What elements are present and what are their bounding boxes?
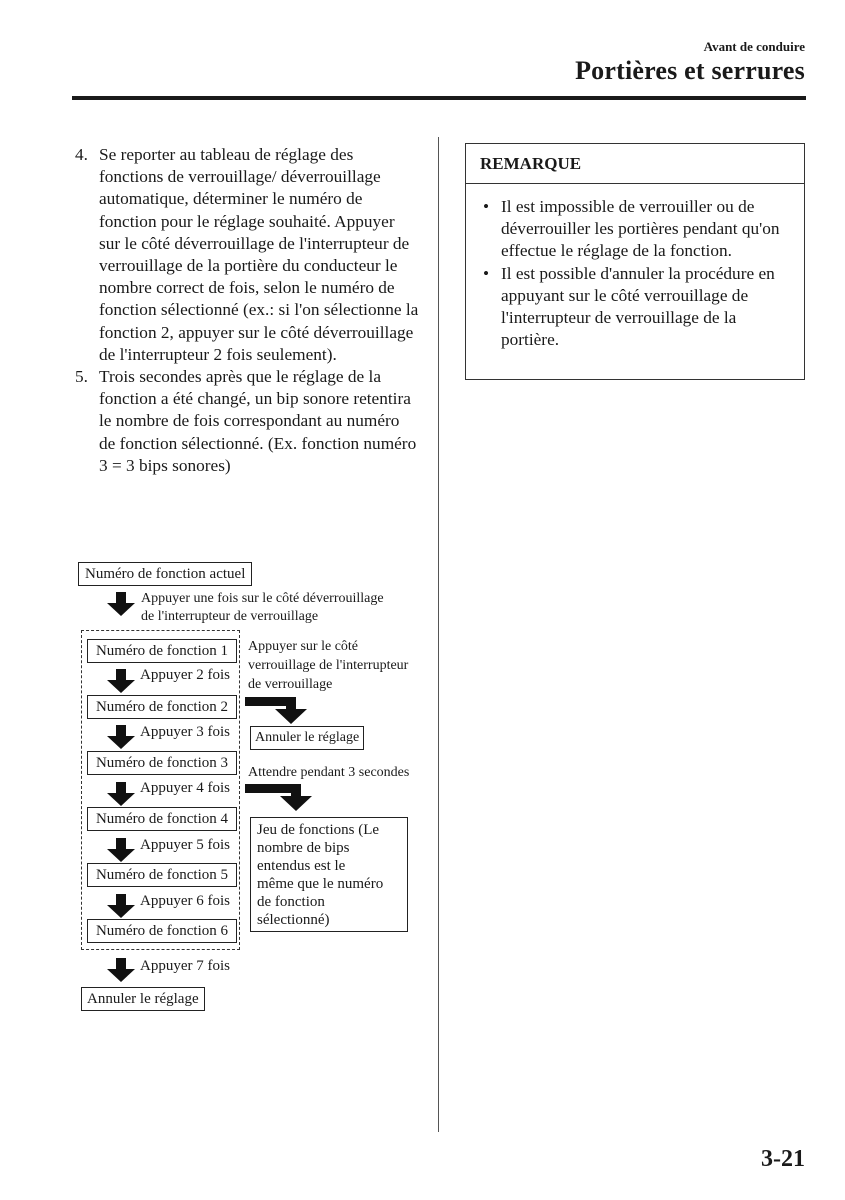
lock-side-instruction: Appuyer sur le côté: [248, 639, 359, 654]
step-text: Se reporter au tableau de réglage des fonctions de verrouillage/ déverrouillage automatique, déterminer le numéro de fonction pour le réglage souhaité. Appuyer sur le côté déverrouillage de l'interrupteur de verrouillage de la portière du conducteur le nombre correct de fois, selon le numéro de fonction sélectionné (ex.: si l'on sélectionne la fonction 2, appuyer sur le côté déverrouillage de l'interrupteur 2 fois seulement).: [99, 145, 419, 364]
unlock-once-instruction: de l'interrupteur de verrouillage: [141, 609, 319, 624]
press-label: Appuyer 7 fois: [140, 958, 230, 974]
function-box-5: Numéro de fonction 5: [87, 863, 237, 887]
page-title: Portières et serrures: [575, 56, 805, 85]
cancel-setting-box: Annuler le réglage: [81, 987, 205, 1011]
step-number: 4.: [75, 145, 88, 164]
step-number: 5.: [75, 367, 88, 387]
lock-side-instruction: de verrouillage: [248, 677, 333, 692]
result-line: Jeu de fonctions (Le: [257, 822, 380, 838]
result-line: nombre de bips: [257, 840, 350, 856]
down-arrow-icon: [107, 958, 135, 982]
elbow-arrow-icon: [245, 784, 312, 811]
bullet: •: [483, 197, 490, 216]
note-item-text: Il est possible d'annuler la procédure en appuyant sur le côté verrouillage de l'interrupteur de verrouillage de la portière.: [501, 263, 775, 350]
result-line: entendus est le: [257, 858, 346, 874]
press-label: Appuyer 2 fois: [140, 667, 230, 683]
function-box-6: Numéro de fonction 6: [87, 919, 237, 943]
press-label: Appuyer 3 fois: [140, 724, 230, 740]
press-label: Appuyer 5 fois: [140, 837, 230, 853]
note-item-text: Il est impossible de verrouiller ou de déverrouiller les portières pendant qu'on effectue le réglage de la fonction.: [501, 197, 780, 261]
lock-side-instruction: verrouillage de l'interrupteur: [248, 658, 409, 673]
note-heading: REMARQUE: [466, 144, 804, 184]
cancel-setting-box-right: Annuler le réglage: [250, 726, 364, 750]
unlock-once-instruction: Appuyer une fois sur le côté déverrouillage: [141, 591, 384, 606]
function-set-result-box: [250, 817, 408, 932]
result-line: même que le numéro: [257, 876, 384, 892]
function-box-3: Numéro de fonction 3: [87, 751, 237, 775]
function-box-1: Numéro de fonction 1: [87, 639, 237, 663]
down-arrow-icon: [107, 592, 135, 616]
result-line: sélectionné): [257, 912, 330, 928]
function-box-4: Numéro de fonction 4: [87, 807, 237, 831]
function-box-2: Numéro de fonction 2: [87, 695, 237, 719]
press-label: Appuyer 4 fois: [140, 780, 230, 796]
press-label: Appuyer 6 fois: [140, 893, 230, 909]
section-label: Avant de conduire: [703, 39, 805, 54]
wait-instruction: Attendre pendant 3 secondes: [248, 765, 410, 780]
result-line: de fonction: [257, 894, 325, 910]
step-text: Trois secondes après que le réglage de la fonction a été changé, un bip sonore retentira le nombre de fois correspondant au numéro de fonction sélectionné. (Ex. fonction numéro 3 = 3 bips sonores): [99, 367, 417, 475]
elbow-arrow-icon: [245, 697, 307, 724]
page-number: 3-21: [761, 1146, 805, 1172]
current-function-box: Numéro de fonction actuel: [78, 562, 252, 586]
bullet: •: [483, 263, 490, 283]
